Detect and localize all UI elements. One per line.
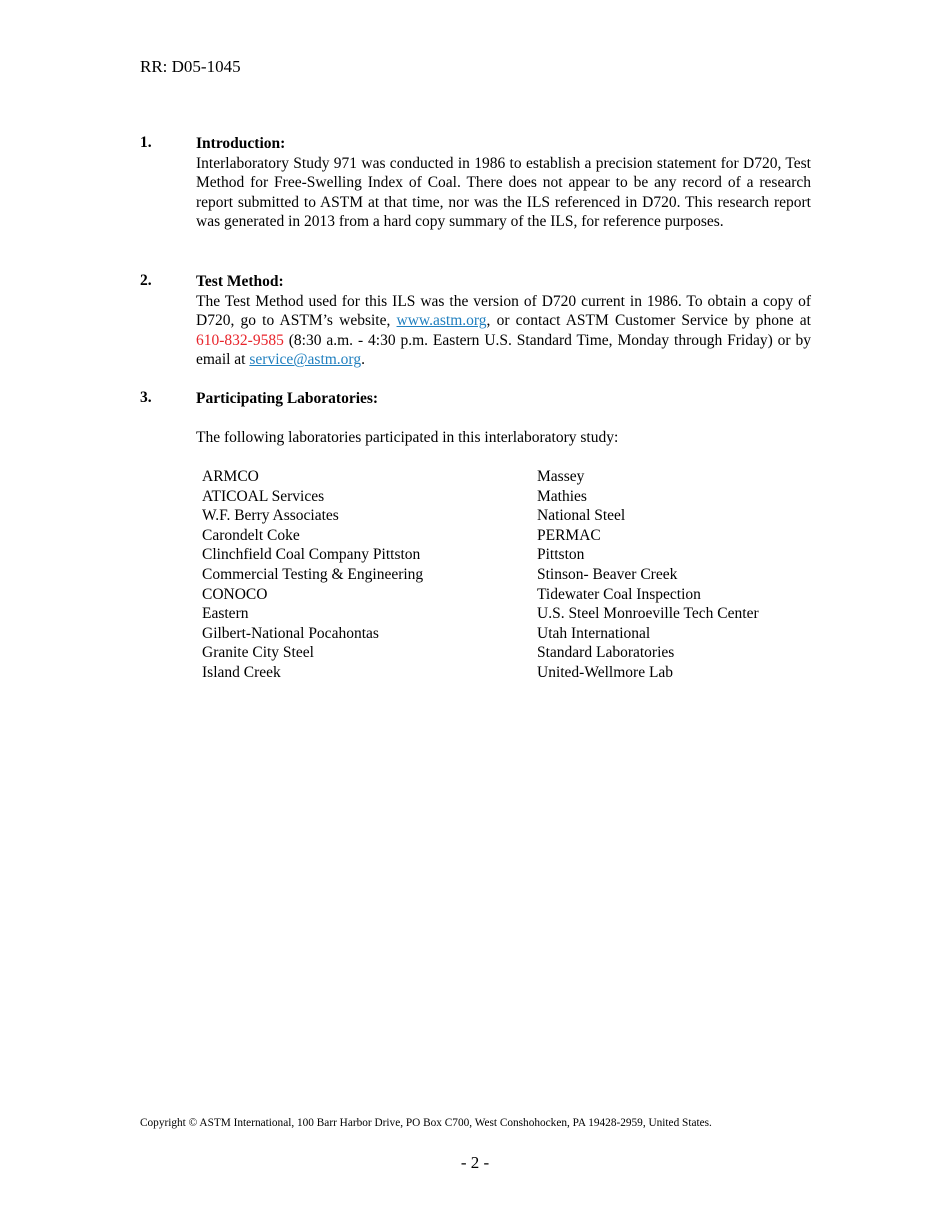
lab-item: W.F. Berry Associates bbox=[202, 507, 339, 525]
section-number: 2. bbox=[140, 272, 152, 289]
section-text: Interlaboratory Study 971 was conducted in 1986 to establish a precision statement for D720, Test Method for Free-Swelling Index of Coal. There does not appear to be any record of a research report submitted to ASTM at that time, nor was the ILS referenced in D720. This research report was generated in 2013 from a hard copy summary of the ILS, for reference purposes. bbox=[196, 154, 811, 231]
section-participating-laboratories bbox=[140, 389, 811, 448]
report-id: RR: D05-1045 bbox=[140, 57, 241, 76]
section-number: 1. bbox=[140, 134, 152, 151]
text-segment: (8:30 a.m. - 4:30 p.m. Eastern U.S. Standard Time, Monday through Friday) or by email at bbox=[196, 331, 811, 369]
lab-item: PERMAC bbox=[537, 526, 601, 544]
lab-item: Island Creek bbox=[202, 663, 281, 681]
lab-item: ARMCO bbox=[202, 468, 259, 485]
section-introduction bbox=[140, 134, 811, 232]
lab-item: Eastern bbox=[202, 605, 249, 623]
lab-item: Carondelt Coke bbox=[202, 526, 300, 544]
lab-item: Utah International bbox=[537, 624, 651, 642]
lab-item: CONOCO bbox=[202, 585, 268, 603]
email-link[interactable]: service@astm.org bbox=[249, 351, 362, 369]
website-link[interactable]: www.astm.org bbox=[396, 312, 487, 330]
lab-item: U.S. Steel Monroeville Tech Center bbox=[537, 605, 759, 623]
laboratories-right-column bbox=[537, 467, 759, 683]
section-text bbox=[196, 292, 811, 370]
lab-item: National Steel bbox=[537, 507, 626, 525]
lab-item: Mathies bbox=[537, 487, 587, 505]
lab-item: Massey bbox=[537, 468, 585, 485]
section-test-method bbox=[140, 272, 811, 370]
section-number: 3. bbox=[140, 389, 152, 406]
lab-item: Tidewater Coal Inspection bbox=[537, 585, 701, 603]
lab-item: Gilbert-National Pocahontas bbox=[202, 624, 379, 642]
section-intro: The following laboratories participated in this interlaboratory study: bbox=[196, 429, 619, 447]
lab-item: Granite City Steel bbox=[202, 644, 314, 662]
copyright-footer: Copyright © ASTM International, 100 Barr Harbor Drive, PO Box C700, West Conshohocken, PA 19428-2959, United States. bbox=[140, 1117, 712, 1129]
lab-item: United-Wellmore Lab bbox=[537, 663, 674, 681]
text-segment: , or contact ASTM Customer Service by phone at bbox=[486, 312, 811, 330]
lab-item: Pittston bbox=[537, 546, 585, 564]
text-segment: The Test Method used for this ILS was the version of D720 current in 1986. To obtain a copy of D720, go to ASTM’s website, bbox=[196, 292, 811, 330]
laboratories-left-column bbox=[202, 467, 423, 683]
lab-item: ATICOAL Services bbox=[202, 487, 325, 505]
lab-item: Commercial Testing & Engineering bbox=[202, 565, 424, 583]
lab-item: Standard Laboratories bbox=[537, 644, 675, 662]
section-title: Participating Laboratories: bbox=[196, 390, 379, 407]
section-title: Test Method: bbox=[196, 273, 284, 290]
text-segment: . bbox=[361, 351, 365, 369]
page-number: - 2 - bbox=[460, 1153, 490, 1172]
lab-item: Stinson- Beaver Creek bbox=[537, 565, 678, 583]
lab-item: Clinchfield Coal Company Pittston bbox=[202, 546, 421, 564]
section-title: Introduction: bbox=[196, 135, 286, 152]
phone-number: 610-832-9585 bbox=[196, 331, 284, 349]
